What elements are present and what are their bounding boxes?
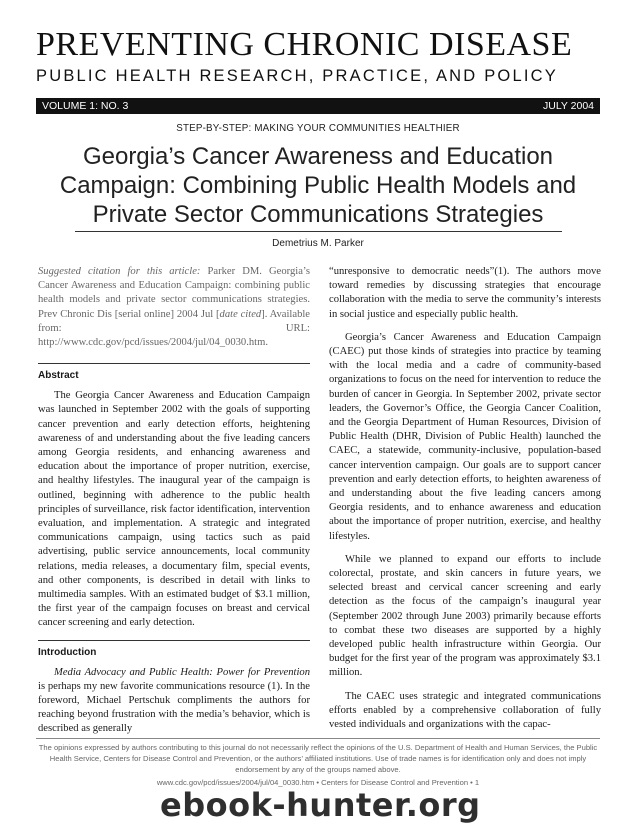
section-divider bbox=[38, 363, 310, 364]
article-title-line: Private Sector Communications Strategies bbox=[92, 201, 544, 228]
footer-disclaimer: The opinions expressed by authors contributing to this journal do not necessarily reflect the opinions of the U.S. Department of Health and Human Services, the Public Health Service, Centers for Disease Control and Prevention, or the authors’ affiliated institutions. Use of trade names is for identification only and does not imply endorsement by any of the groups named above. bbox=[38, 743, 598, 774]
watermark-text: ebook-hunter.org bbox=[160, 786, 481, 824]
citation-body: Parker DM. Georgia’s Cancer Awareness and Education Campaign: combining public health models and private sector communications strategies. Prev Chronic Dis [serial online] 2004 Jul [ bbox=[38, 266, 310, 320]
journal-title: PREVENTING CHRONIC DISEASE bbox=[36, 26, 573, 63]
abstract-heading: Abstract bbox=[38, 370, 79, 382]
issue-date: JULY 2004 bbox=[543, 100, 594, 112]
book-title: Media Advocacy and Public Health: Power for Prevention bbox=[54, 666, 310, 678]
article-title bbox=[36, 142, 600, 229]
citation-url[interactable]: ]. Available from: URL: http://www.cdc.gov/pcd/issues/2004/jul/04_0030.htm. bbox=[38, 308, 311, 349]
introduction-heading: Introduction bbox=[38, 646, 97, 658]
section-divider bbox=[38, 640, 310, 641]
body-paragraph: The CAEC uses strategic and integrated communications efforts enabled by a comprehensive collaboration of fully vested individuals and organizations with the capac- bbox=[329, 690, 601, 731]
series-label: STEP-BY-STEP: MAKING YOUR COMMUNITIES HEALTHIER bbox=[176, 123, 460, 134]
citation-lead: Suggested citation for this article: bbox=[38, 266, 201, 277]
author-name: Demetrius M. Parker bbox=[272, 238, 364, 249]
journal-subtitle: PUBLIC HEALTH RESEARCH, PRACTICE, AND POLICY bbox=[36, 67, 558, 85]
body-paragraph: Georgia’s Cancer Awareness and Education Campaign (CAEC) put those kinds of strategies into practice by teaming with the local media and a cadre of community-based organizations to focus on the need for intervention to reduce the burden of cancer in Georgia. In September 2002, private sector leaders, the Governor’s Office, the Georgia Cancer Coalition, and the Georgia Department of Human Resources, Division of Public Health (DHR, Division of Public Health) launched the CAEC, a statewide, community-inclusive, population-based cancer intervention campaign. Our goals are to support cancer prevention and early detection efforts, to heighten awareness of and understanding about the five leading cancers among Georgia residents, and to enhance awareness and education about the importance of proper nutrition, exercise, and healthy lifestyles. bbox=[329, 331, 601, 542]
body-paragraph: While we planned to expand our efforts to include colorectal, prostate, and skin cancers in future years, we selected breast and cervical cancer screening and early detection as the focus of the campaign’s inaugural year (September 2002 through June 2003) primarily because efforts to combat these two diseases are supported by a highly developed public health infrastructure within Georgia. Our budget for the first year of the program was approximately $3.1 million. bbox=[329, 553, 601, 679]
introduction-text bbox=[38, 666, 310, 737]
left-column bbox=[38, 265, 310, 746]
suggested-citation bbox=[38, 265, 310, 350]
introduction-body: is perhaps my new favorite communications resource (1). In the foreword, Michael Pertschuk compliments the authors for reaching beyond frustration with the media’s behavior, which is described as generally bbox=[38, 680, 310, 735]
volume-number: VOLUME 1: NO. 3 bbox=[42, 100, 129, 112]
title-divider bbox=[75, 231, 562, 232]
article-title-line: Georgia’s Cancer Awareness and Education bbox=[82, 143, 554, 170]
volume-bar bbox=[36, 98, 600, 114]
article-title-line: Campaign: Combining Public Health Models and bbox=[59, 172, 577, 199]
citation-date-cited: date cited bbox=[219, 308, 262, 320]
footer-url: www.cdc.gov/pcd/issues/2004/jul/04_0030.htm • Centers for Disease Control and Prevention • 1 bbox=[156, 778, 480, 787]
abstract-text: The Georgia Cancer Awareness and Education Campaign was launched in September 2002 with the goals of supporting cancer prevention and early detection efforts, heightening awareness of and understanding about the five leading cancers among Georgia residents, and enhancing awareness and education about the importance of proper nutrition, exercise, and healthy lifestyles. The inaugural year of the campaign is outlined, beginning with adherence to the public health principles of surveillance, risk factor identification, intervention evaluation, and implementation. A strategic and integrated communications campaign, using tactics such as paid advertising, public service announcements, local community relations, media releases, a documentary film, special events, and other components, is described in detail with links to multimedia samples. With an estimated budget of $3.1 million, the first year of the campaign focuses on breast and cervical cancer screening and early detection. bbox=[38, 390, 310, 629]
footer-divider bbox=[36, 738, 600, 739]
body-paragraph: “unresponsive to democratic needs”(1). The authors move toward remedies by discussing strategies that encourage collaboration with the media to serve the community’s interests in social justice and especially public health. bbox=[329, 266, 601, 320]
right-column bbox=[329, 265, 601, 741]
